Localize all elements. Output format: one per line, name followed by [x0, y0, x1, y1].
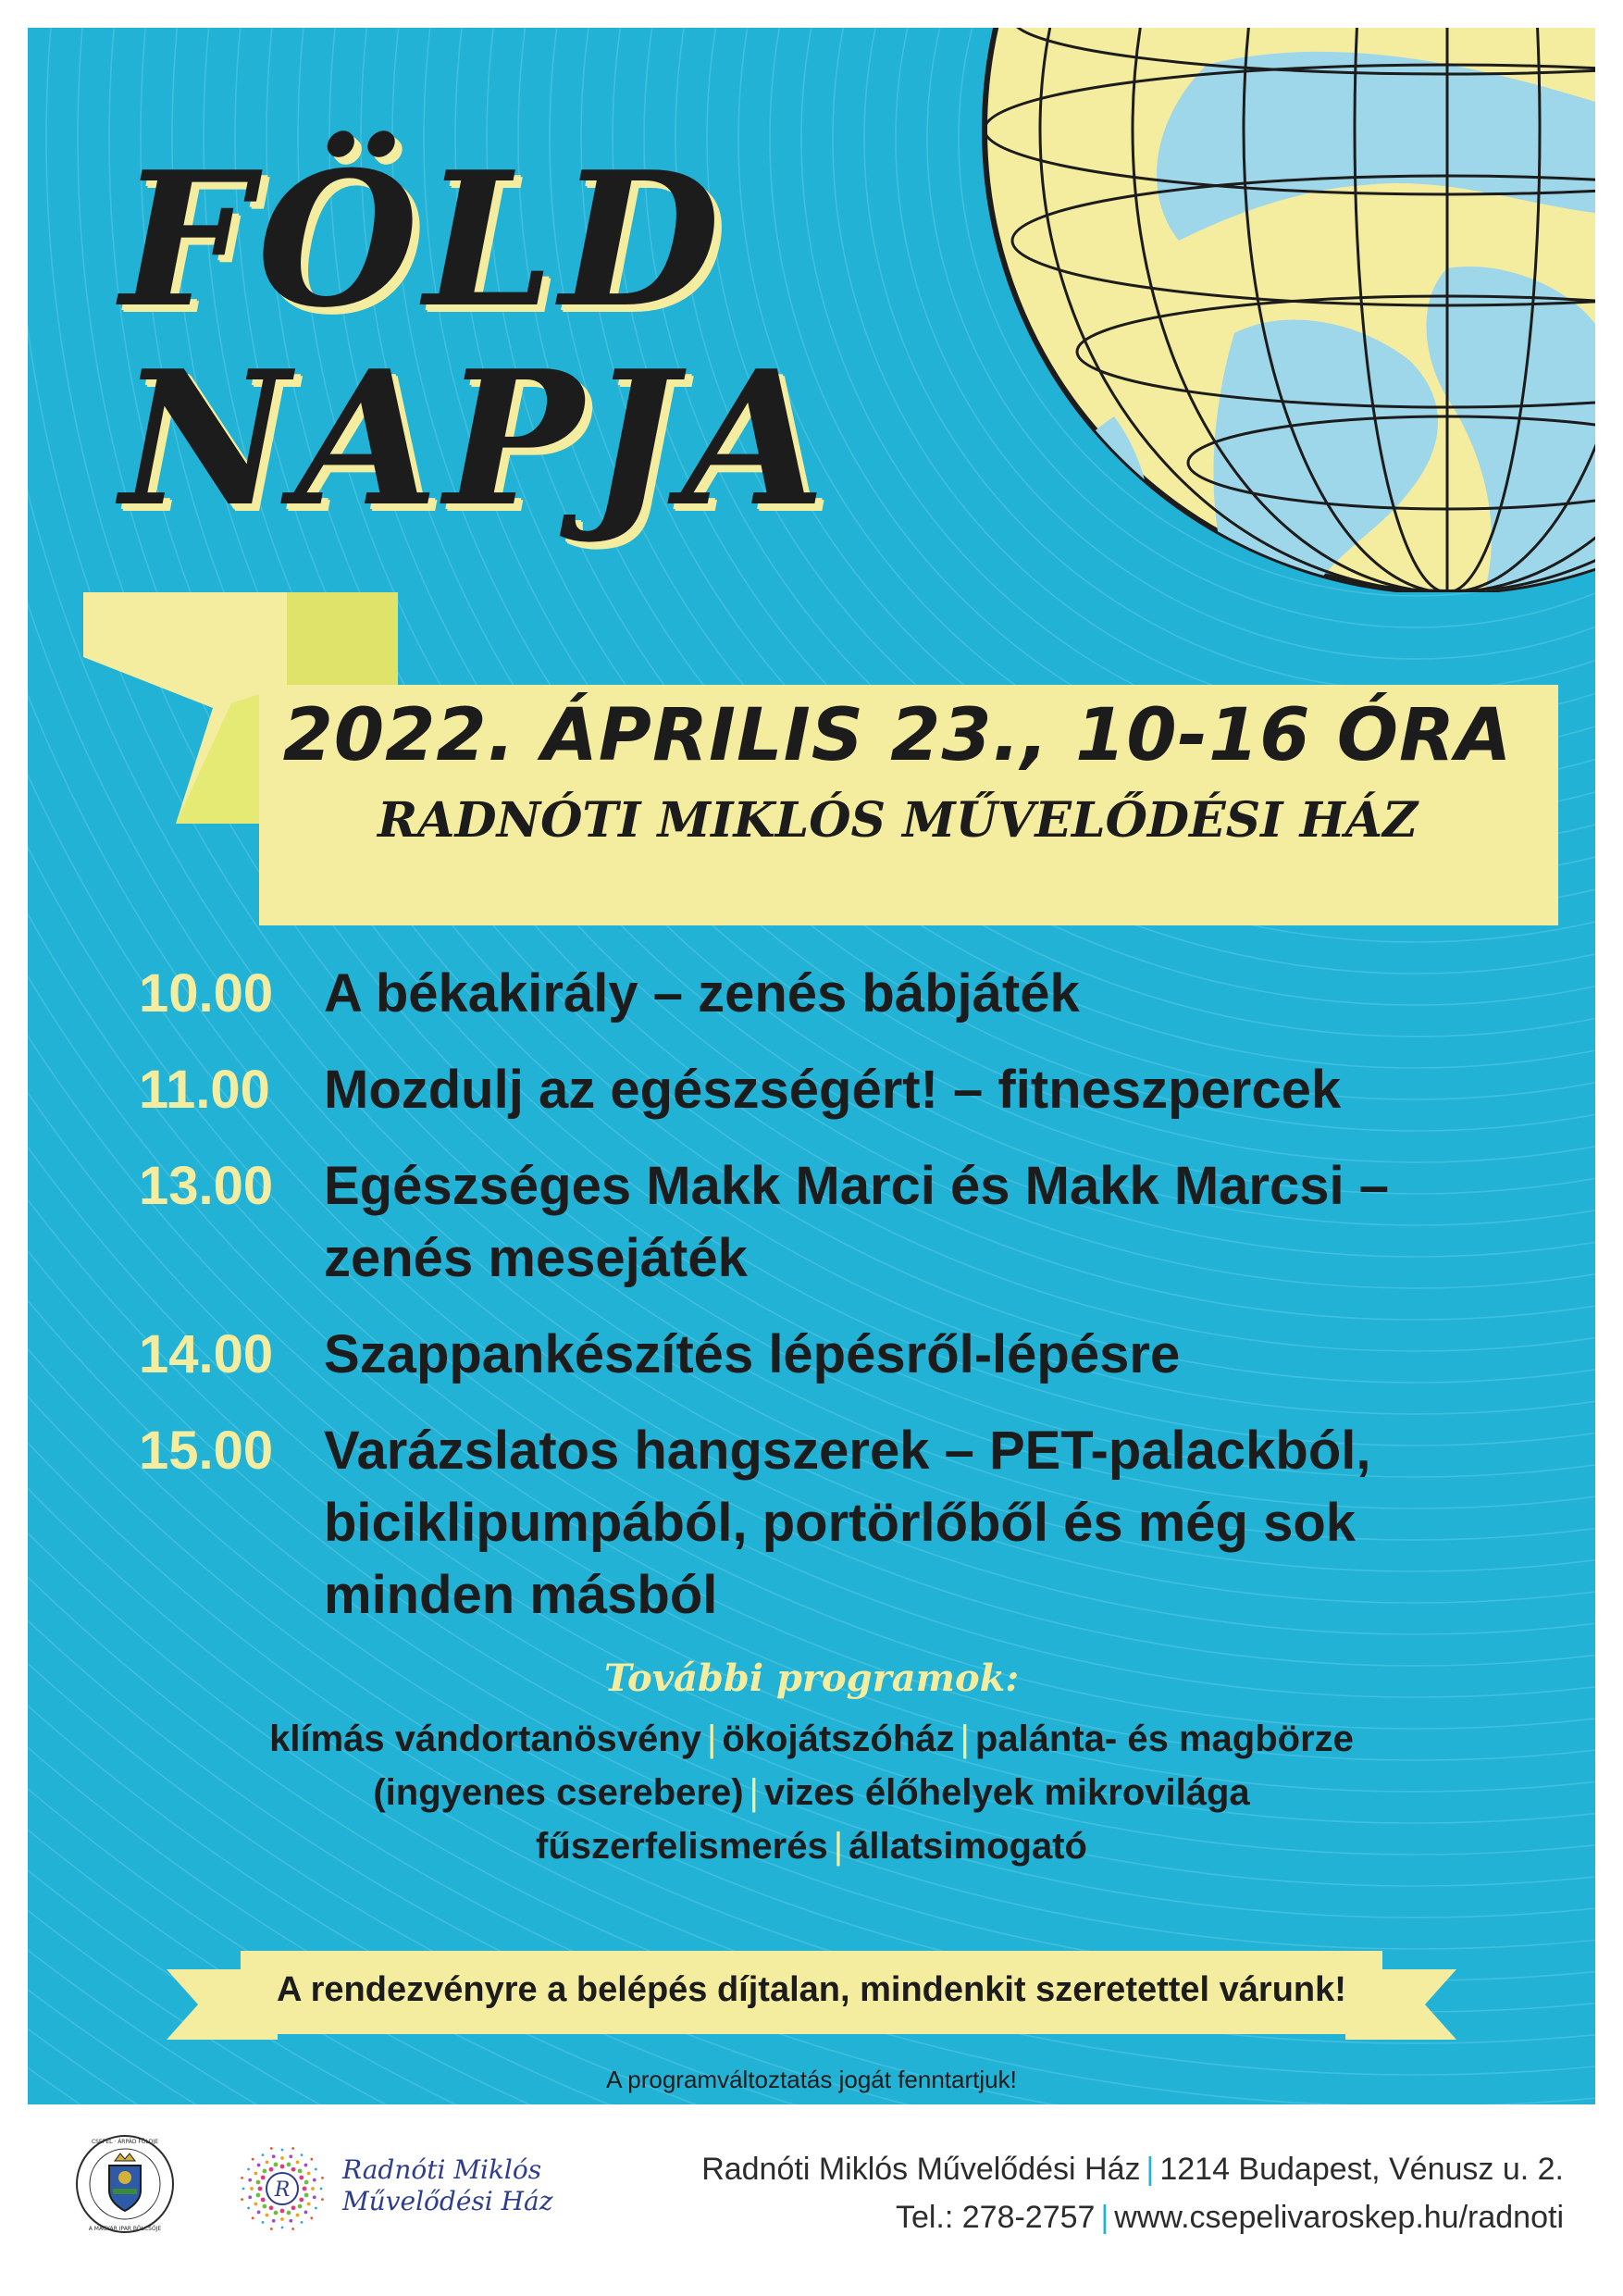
separator: |: [749, 1772, 759, 1813]
separator: |: [706, 1719, 717, 1759]
schedule-item: [139, 1415, 1508, 1632]
logo-letter: R: [274, 2178, 291, 2202]
separator: |: [833, 1826, 844, 1867]
globe-illustration: [929, 28, 1595, 592]
schedule-title-line: biciklipumpából, portörlőből és még sok: [324, 1493, 1357, 1553]
schedule-list: [139, 958, 1508, 1656]
program-item: fűszerfelismerés: [536, 1826, 828, 1867]
schedule-time: 13.00: [139, 1156, 274, 1216]
schedule-title-line: minden másból: [324, 1565, 718, 1625]
event-venue: RADNÓTI MIKLÓS MŰVELŐDÉSI HÁZ: [377, 792, 1419, 849]
separator: |: [1146, 2152, 1155, 2187]
more-programs-line: [28, 1712, 1595, 1766]
program-item: klímás vándortanösvény: [269, 1719, 701, 1759]
website-link[interactable]: www.csepelivaroskep.hu/radnoti: [1114, 2200, 1564, 2235]
program-item: állatsimogató: [849, 1826, 1087, 1867]
schedule-item: [139, 1054, 1508, 1126]
csepel-crest-logo: [74, 2133, 176, 2235]
contact-info: [583, 2145, 1564, 2241]
separator: |: [1100, 2200, 1109, 2235]
svg-text:A MAGYAR IPAR BÖLCSŐJE: A MAGYAR IPAR BÖLCSŐJE: [88, 2226, 162, 2232]
schedule-title-line: A békakirály – zenés bábjáték: [324, 963, 1080, 1024]
schedule-time: 10.00: [139, 963, 274, 1024]
schedule-time: 14.00: [139, 1324, 274, 1384]
svg-text:CSEPEL · ÁRPÁD FÖLDJE: CSEPEL · ÁRPÁD FÖLDJE: [91, 2139, 159, 2145]
logo-line-1: Radnóti Miklós: [342, 2154, 542, 2185]
program-item: palánta- és magbörze: [974, 1719, 1354, 1759]
schedule-title-line: Mozdulj az egészségért! – fitneszpercek: [324, 1060, 1342, 1120]
phone: Tel.: 278-2757: [895, 2200, 1096, 2235]
schedule-title-line: Egészséges Makk Marci és Makk Marcsi –: [324, 1156, 1389, 1216]
address-name: Radnóti Miklós Művelődési Ház: [701, 2152, 1141, 2187]
address: 1214 Budapest, Vénusz u. 2.: [1159, 2152, 1564, 2187]
radnoti-logo-mark: [231, 2138, 333, 2240]
schedule-title-line: Szappankészítés lépésről-lépésre: [324, 1324, 1181, 1384]
contact-address: [583, 2145, 1564, 2193]
schedule-title: [324, 1415, 1508, 1632]
radnoti-logo-text: [342, 2154, 553, 2217]
schedule-item: [139, 1150, 1508, 1295]
program-item: vizes élőhelyek mikrovilága: [763, 1772, 1250, 1813]
title-line-2: NAPJA: [120, 330, 832, 548]
more-programs-heading: További programok:: [603, 1657, 1020, 1700]
schedule-title: [324, 1150, 1508, 1295]
schedule-item: [139, 1319, 1508, 1391]
separator: |: [960, 1719, 970, 1759]
schedule-time: 15.00: [139, 1421, 274, 1481]
title-line-1: FÖLD: [120, 131, 726, 349]
schedule-title: [324, 958, 1508, 1030]
poster: [28, 28, 1595, 2104]
schedule-item: [139, 958, 1508, 1030]
schedule-time: 11.00: [139, 1060, 270, 1120]
schedule-title-line: zenés mesejáték: [324, 1228, 748, 1288]
program-item: (ingyenes cserebere): [373, 1772, 744, 1813]
contact-phone-web: [583, 2193, 1564, 2241]
more-programs-line: [28, 1766, 1595, 1819]
event-date: 2022. ÁPRILIS 23., 10-16 ÓRA: [282, 694, 1513, 777]
free-entry-text: A rendezvényre a belépés díjtalan, mindenkit szeretettel várunk!: [277, 1970, 1346, 2009]
more-programs-line: [28, 1819, 1595, 1873]
program-item: ökojátszóház: [722, 1719, 955, 1759]
schedule-title: [324, 1054, 1508, 1126]
disclaimer: A programváltoztatás jogát fenntartjuk!: [606, 2066, 1017, 2093]
schedule-title: [324, 1319, 1508, 1391]
logo-line-2: Művelődési Ház: [342, 2186, 553, 2216]
more-programs: [28, 1712, 1595, 1873]
schedule-title-line: Varázslatos hangszerek – PET-palackból,: [324, 1421, 1371, 1481]
